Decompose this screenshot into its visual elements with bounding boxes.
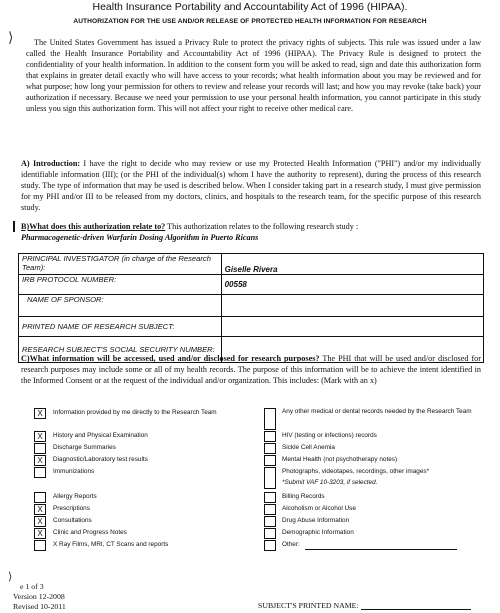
checkbox-label: Clinic and Progress Notes [53, 529, 127, 536]
other-input-line[interactable] [305, 549, 457, 550]
document-title: Health Insurance Portability and Accountability Act of 1996 (HIPAA). [92, 1, 408, 13]
margin-mark-icon: ⟩ [8, 571, 13, 583]
checkbox-mental-health[interactable] [264, 455, 276, 466]
vaf-note: *Submit VAF 10-3203, if selected. [282, 479, 378, 486]
checkbox-label: History and Physical Examination [53, 432, 148, 439]
intro-paragraph: The United States Government has issued a Privacy Rule to protect the privacy rights of subjects. This rule was issued under a law called the Health Insurance Portability and Accountability Act of 1996 (HIPAA). The Privacy Rule is designed to protect the confidentiality of your health information. In addition to the consent form you will be asked to read, sign and date this authorization form that explains in greater detail exactly who will have access to your records; what health information about you may be reviewed and for what purpose; how long your permission for others to review and release your records will last; and how you may revoke (take back) your authorization if necessary. Because we need your permission to use your personal health information, you cannot participate in this study unless you sign this authorization form. This will not affect your right to receive other medical care. [26, 38, 481, 113]
checkbox-info-provided[interactable]: X [34, 408, 46, 419]
checkbox-label: Billing Records [282, 493, 325, 500]
checkbox-label: Prescriptions [53, 505, 90, 512]
checkbox-allergy-reports[interactable] [34, 492, 46, 503]
printed-name-line[interactable] [361, 601, 471, 610]
checkbox-prescriptions[interactable]: X [34, 504, 46, 515]
checkbox-hiv[interactable] [264, 431, 276, 442]
checkbox-label: Allergy Reports [53, 493, 97, 500]
checkbox-photographs[interactable] [264, 467, 276, 489]
change-bar [13, 221, 15, 232]
checkbox-label: Any other medical or dental records needed by the Research Team [282, 408, 472, 415]
section-a-text: I have the right to decide who may review or use my Protected Health Information ("PHI") and/or my individually identifiable information (III); (or the PHI of the individual(s) whom I have the authority to represent), during the process of this research study. The type of information that may be used is described below. When I consider taking part in a research study, I must give permission for my PHI and/or III to be released from my doctors, clinics, and hospitals to the research team, for the specific purpose of this research study. [21, 159, 482, 212]
checkbox-label: Consultations [53, 517, 92, 524]
pi-value[interactable]: Giselle Rivera [221, 254, 483, 275]
section-b [21, 221, 481, 232]
checkbox-label: X Ray Films, MRI, CT Scans and reports [53, 541, 169, 548]
section-b-heading: B)What does this authorization relate to? [21, 222, 166, 231]
ssn-label: RESEARCH SUBJECT'S SOCIAL SECURITY NUMBER: [19, 337, 222, 363]
checkbox-xray[interactable] [34, 540, 46, 551]
margin-mark-icon: ⟩ [8, 31, 14, 46]
printed-name-label: SUBJECT'S PRINTED NAME: [258, 601, 359, 610]
version-text: Version 12-2008 [13, 592, 65, 601]
section-c [21, 353, 481, 386]
checkbox-label: Mental Health (not psychotherapy notes) [282, 456, 398, 463]
checkbox-sickle-cell[interactable] [264, 443, 276, 454]
irb-value[interactable]: 00558 [221, 275, 483, 295]
checkbox-label: Diagnostic/Laboratory test results [53, 456, 148, 463]
checkbox-billing[interactable] [264, 492, 276, 503]
pi-label: PRINCIPAL INVESTIGATOR (in charge of the Research Team): [19, 254, 222, 275]
subject-name-label: PRINTED NAME OF RESEARCH SUBJECT: [19, 317, 222, 337]
checkbox-discharge-summaries[interactable] [34, 443, 46, 454]
section-b-text: This authorization relates to the following research study : [167, 222, 359, 231]
sponsor-label: NAME OF SPONSOR: [19, 295, 222, 317]
table-row [19, 295, 484, 317]
table-row [19, 254, 484, 275]
subject-name-value[interactable] [221, 317, 483, 337]
section-a-heading: A) Introduction: [21, 159, 81, 168]
table-row [19, 275, 484, 295]
study-info-table [18, 253, 484, 363]
checkbox-label: Drug Abuse Information [282, 517, 350, 524]
table-row [19, 317, 484, 337]
checkbox-label: Discharge Summaries [53, 444, 116, 451]
section-c-text: The PHI that will be used and/or disclosed for research purposes may include some or all of my health records. The purpose of this information will be to achieve the intent identified in the Informed Consent or at the request of the individual and/or organization. This includes: (Mark with an x) [21, 354, 481, 385]
checkbox-clinic-notes[interactable]: X [34, 528, 46, 539]
section-c-heading: C)What information will be accessed, used and/or disclosed for research purposes? [21, 354, 320, 363]
checkbox-consultations[interactable]: X [34, 516, 46, 527]
page-number: e 1 of 3 [20, 582, 44, 591]
revised-text: Revised 10-2011 [13, 602, 66, 611]
study-title: Pharmacogenetic-driven Warfarin Dosing Algorithm in Puerto Ricans [21, 233, 259, 242]
checkbox-alcohol[interactable] [264, 504, 276, 515]
checkbox-label: Alcoholism or Alcohol Use [282, 505, 356, 512]
checkbox-other-records[interactable] [264, 408, 276, 430]
checkbox-history-physical[interactable]: X [34, 431, 46, 442]
checkbox-other[interactable] [264, 540, 276, 551]
checkbox-label: Demographic Information [282, 529, 354, 536]
checkbox-label: HIV (testing or infections) records [282, 432, 377, 439]
checkbox-label: Sickle Cell Anemia [282, 444, 335, 451]
printed-name-field [258, 601, 471, 610]
sponsor-value[interactable] [221, 295, 483, 317]
checkbox-drug-abuse[interactable] [264, 516, 276, 527]
irb-label: IRB PROTOCOL NUMBER: [19, 275, 222, 295]
checkbox-label: Other: [282, 541, 300, 548]
checkbox-demographic[interactable] [264, 528, 276, 539]
checkbox-diagnostic-lab[interactable]: X [34, 455, 46, 466]
section-a [21, 158, 481, 213]
document-subtitle: AUTHORIZATION FOR THE USE AND/OR RELEASE OF PROTECTED HEALTH INFORMATION FOR RESEARCH [73, 18, 427, 25]
checkbox-label: Immunizations [53, 468, 95, 475]
checkbox-label: Information provided by me directly to the Research Team [53, 409, 217, 416]
checkbox-label: Photographs, videotapes, recordings, other images* [282, 468, 430, 475]
checkbox-immunizations[interactable] [34, 467, 46, 478]
